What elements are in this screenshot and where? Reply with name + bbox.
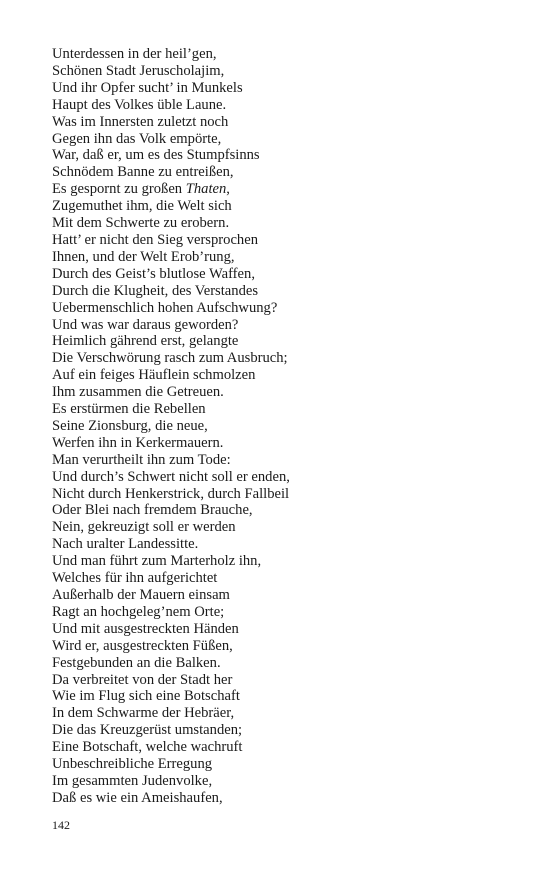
poem-line: Und man führt zum Marterholz ihn, <box>52 553 262 570</box>
poem-line: Werfen ihn in Kerkermauern. <box>52 434 224 451</box>
poem-line: Ihm zusammen die Getreuen. <box>52 384 224 401</box>
poem-line: Daß es wie ein Ameishaufen, <box>52 789 223 806</box>
poem-line: Da verbreitet von der Stadt her <box>52 671 233 688</box>
poem-line: Wie im Flug sich eine Botschaft <box>52 688 240 705</box>
poem-line: Auf ein feiges Häuflein schmolzen <box>52 367 256 384</box>
poem-line: Und was war daraus geworden? <box>52 316 239 333</box>
poem-line: Nach uralter Landessitte. <box>52 536 199 553</box>
poem-line: In dem Schwarme der Hebräer, <box>52 705 235 722</box>
poem-line: Und durch’s Schwert nicht soll er enden, <box>52 468 290 485</box>
poem-line: Gegen ihn das Volk empörte, <box>52 130 222 147</box>
poem-line: Außerhalb der Mauern einsam <box>52 587 230 603</box>
poem-line: Mit dem Schwerte zu erobern. <box>52 215 230 232</box>
poem-line: Es gespornt zu großen Thaten, <box>52 181 230 198</box>
poem-line: Oder Blei nach fremdem Brauche, <box>52 502 253 519</box>
poem-line: Die das Kreuzgerüst umstanden; <box>52 722 243 739</box>
poem-line: Und ihr Opfer sucht’ in Munkels <box>52 79 243 96</box>
poem-line: Zugemuthet ihm, die Welt sich <box>52 198 232 215</box>
poem-line: Schnödem Banne zu entreißen, <box>52 164 234 181</box>
poem-line: Unterdessen in der heil’gen, <box>52 46 217 62</box>
poem-line: Durch des Geist’s blutlose Waffen, <box>52 265 255 282</box>
poem-line: Wird er, ausgestreckten Füßen, <box>52 637 233 654</box>
poem-line: Schönen Stadt Jeruscholajim, <box>52 62 225 79</box>
poem-line: Ihnen, und der Welt Erob’rung, <box>52 248 235 265</box>
poem-line: Festgebunden an die Balken. <box>52 654 221 671</box>
poem-line: Welches für ihn aufgerichtet <box>52 570 218 587</box>
poem-line: Nein, gekreuzigt soll er werden <box>52 519 236 536</box>
poem-line: Es erstürmen die Rebellen <box>52 401 206 418</box>
poem-line: Hatt’ er nicht den Sieg versprochen <box>52 231 258 248</box>
poem-line: Haupt des Volkes üble Laune. <box>52 96 227 113</box>
poem-line: Ragt an hochgeleg’nem Orte; <box>52 603 225 620</box>
poem-line: Uebermenschlich hohen Aufschwung? <box>52 299 278 316</box>
poem-line: Heimlich gährend erst, gelangte <box>52 333 239 350</box>
poem-line: Eine Botschaft, welche wachruft <box>52 739 243 756</box>
poem-line: War, daß er, um es des Stumpfsinns <box>52 147 260 164</box>
poem-line: Im gesammten Judenvolke, <box>52 772 213 789</box>
poem-text <box>52 46 290 807</box>
poem-line: Nicht durch Henkerstrick, durch Fallbeil <box>52 485 290 502</box>
poem-line: Unbeschreibliche Erregung <box>52 756 213 773</box>
poem-line: Man verurtheilt ihn zum Tode: <box>52 451 231 468</box>
poem-line: Durch die Klugheit, des Verstandes <box>52 282 259 299</box>
poem-line: Und mit ausgestreckten Händen <box>52 620 239 637</box>
poem-line: Seine Zionsburg, die neue, <box>52 417 208 434</box>
poem-line: Was im Innersten zuletzt noch <box>52 113 229 130</box>
page-number: 142 <box>52 818 70 832</box>
poem-line: Die Verschwörung rasch zum Ausbruch; <box>52 350 288 367</box>
